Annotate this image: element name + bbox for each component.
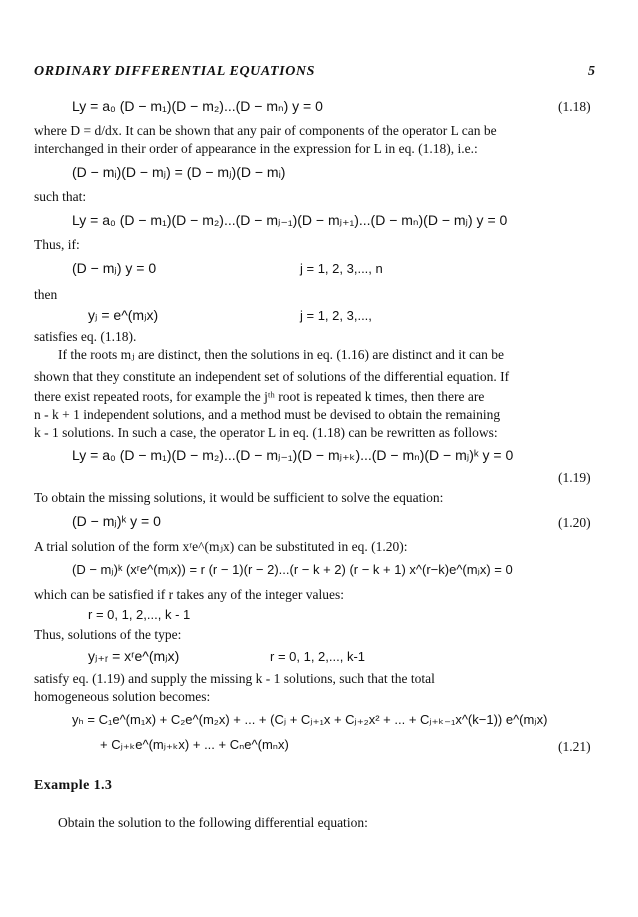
paragraph-line: n - k + 1 independent solutions, and a method must be devised to obtain the remaining	[34, 407, 501, 422]
paragraph-line: Obtain the solution to the following differential equation:	[58, 815, 368, 830]
equation-commutation: (D − mᵢ)(D − mⱼ) = (D − mⱼ)(D − mᵢ)	[72, 164, 286, 180]
paragraph-line: shown that they constitute an independent set of solutions of the differential equation. If	[34, 369, 510, 384]
equation-number-1-20: (1.20)	[558, 515, 591, 530]
index-range: r = 0, 1, 2,..., k-1	[270, 649, 366, 664]
equation-1-21-line1: yₕ = C₁e^(m₁x) + C₂e^(m₂x) + ... + (Cⱼ + Cⱼ₊₁x + Cⱼ₊₂x² + ... + Cⱼ₊ₖ₋₁x^(k−1)) e^(mⱼx)	[72, 712, 548, 727]
index-range: j = 1, 2, 3,..., n	[300, 261, 383, 276]
paragraph-line: A trial solution of the form xʳe^(mⱼx) can be substituted in eq. (1.20):	[34, 539, 408, 554]
paragraph-line: such that:	[34, 189, 87, 204]
equation-1-21-line2: + Cⱼ₊ₖe^(mⱼ₊ₖx) + ... + Cₙe^(mₙx)	[100, 737, 289, 752]
paragraph-line: k - 1 solutions. In such a case, the operator L in eq. (1.18) can be rewritten as follows:	[34, 425, 498, 440]
paragraph-line: If the roots mⱼ are distinct, then the solutions in eq. (1.16) are distinct and it can be	[58, 347, 504, 362]
paragraph-line: To obtain the missing solutions, it would be sufficient to solve the equation:	[34, 490, 444, 505]
equation-first-order-factor: (D − mⱼ) y = 0	[72, 260, 157, 276]
paragraph-line: there exist repeated roots, for example the jᵗʰ root is repeated k times, then there are	[34, 389, 485, 404]
equation-1-18: Ly = a₀ (D − m₁)(D − m₂)...(D − mₙ) y = 0	[72, 98, 323, 114]
page-number: 5	[588, 64, 595, 79]
equation-exponential-solution: yⱼ = e^(mⱼx)	[88, 307, 159, 323]
example-heading: Example 1.3	[34, 778, 113, 793]
index-range: j = 1, 2, 3,...,	[300, 308, 372, 323]
running-header: ORDINARY DIFFERENTIAL EQUATIONS	[34, 64, 316, 79]
equation-permuted-operator: Ly = a₀ (D − m₁)(D − m₂)...(D − mⱼ₋₁)(D − mⱼ₊₁)...(D − mₙ)(D − mⱼ) y = 0	[72, 212, 508, 228]
equation-number-1-21: (1.21)	[558, 739, 591, 754]
paragraph-line: interchanged in their order of appearance in the expression for L in eq. (1.18), i.e.:	[34, 141, 478, 156]
paragraph-line: then	[34, 287, 58, 302]
paragraph-line: where D = d/dx. It can be shown that any pair of components of the operator L can be	[34, 123, 497, 138]
equation-1-19: Ly = a₀ (D − m₁)(D − m₂)...(D − mⱼ₋₁)(D − mⱼ₊ₖ)...(D − mₙ)(D − mⱼ)ᵏ y = 0	[72, 447, 514, 463]
equation-repeated-root-solution: yⱼ₊ᵣ = xʳe^(mⱼx)	[88, 648, 180, 664]
equation-number-1-19: (1.19)	[558, 470, 591, 485]
equation-1-20: (D − mⱼ)ᵏ y = 0	[72, 513, 161, 529]
paragraph-line: satisfy eq. (1.19) and supply the missing k - 1 solutions, such that the total	[34, 671, 435, 686]
paragraph-line: Thus, solutions of the type:	[34, 627, 182, 642]
paragraph-line: which can be satisfied if r takes any of the integer values:	[34, 587, 345, 602]
equation-number-1-18: (1.18)	[558, 99, 591, 114]
paragraph-line: satisfies eq. (1.18).	[34, 329, 137, 344]
equation-trial-substitution: (D − mⱼ)ᵏ (xʳe^(mⱼx)) = r (r − 1)(r − 2)...(r − k + 2) (r − k + 1) x^(r−k)e^(mⱼx) = 0	[72, 562, 513, 577]
integer-values: r = 0, 1, 2,..., k - 1	[88, 607, 191, 622]
paragraph-line: homogeneous solution becomes:	[34, 689, 211, 704]
paragraph-line: Thus, if:	[34, 237, 80, 252]
